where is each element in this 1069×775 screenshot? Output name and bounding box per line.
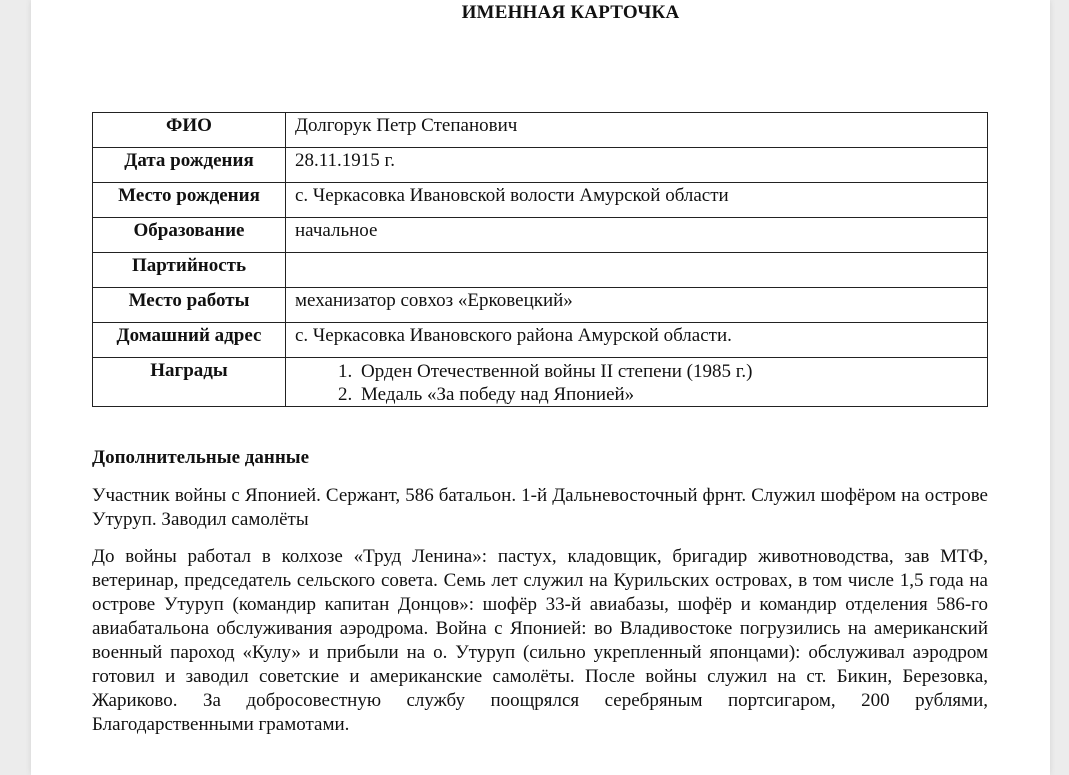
field-label-education: Образование <box>93 218 286 253</box>
field-label-birth-place: Место рождения <box>93 183 286 218</box>
field-value-education: начальное <box>286 218 988 253</box>
table-row <box>93 253 988 288</box>
field-value-party <box>286 253 988 288</box>
field-label-home-address: Домашний адрес <box>93 323 286 358</box>
field-label-fio: ФИО <box>93 113 286 148</box>
additional-paragraph-1: Участник войны с Японией. Сержант, 586 батальон. 1-й Дальневосточный фрнт. Служил шофёром на острове Утуруп. Заводил самолёты <box>92 485 988 530</box>
field-label-awards: Награды <box>93 358 286 407</box>
field-value-birth-date: 28.11.1915 г. <box>286 148 988 183</box>
field-label-birth-date: Дата рождения <box>93 148 286 183</box>
award-item: 1. Орден Отечественной войны II степени (1985 г.) <box>357 360 979 383</box>
name-card-table <box>92 112 988 407</box>
field-value-birth-place: с. Черкасовка Ивановской волости Амурской области <box>286 183 988 218</box>
table-row <box>93 148 988 183</box>
table-row <box>93 288 988 323</box>
table-row <box>93 183 988 218</box>
table-row <box>93 218 988 253</box>
additional-paragraph-2: До войны работал в колхозе «Труд Ленина»: пастух, кладовщик, бригадир животноводства, зав МТФ, ветеринар, председатель сельского совета. Семь лет служил на Курильских островах, в том числе 1,5 года на острове Утуруп (командир капитан Донцов»: шофёр 33-й авиабазы, шофёр и командир отделения 586-го авиабатальона обслуживания аэродрома. Война с Японией: во Владивостоке погрузились на американский военный пароход «Кулу» и прибыли на о. Утуруп (сильно укрепленный японцами): обслуживал аэродром готовил и заводил советские и американские самолёты. После войны служил на ст. Бикин, Березовка, Жариково. За добросовестную службу поощрялся серебряным портсигаром, 200 рублями, Благодарственными грамотами. <box>92 546 988 735</box>
field-label-workplace: Место работы <box>93 288 286 323</box>
table-row <box>93 323 988 358</box>
table-row <box>93 358 988 407</box>
table-row <box>93 113 988 148</box>
field-value-fio: Долгорук Петр Степанович <box>286 113 988 148</box>
field-label-party: Партийность <box>93 253 286 288</box>
field-value-workplace: механизатор совхоз «Ерковецкий» <box>286 288 988 323</box>
field-value-home-address: с. Черкасовка Ивановского района Амурской области. <box>286 323 988 358</box>
field-value-awards <box>286 358 988 407</box>
additional-data-heading: Дополнительные данные <box>92 447 310 468</box>
awards-list <box>295 360 979 406</box>
document-page <box>31 0 1050 775</box>
document-title: ИМЕННАЯ КАРТОЧКА <box>461 2 680 23</box>
award-item: 2. Медаль «За победу над Японией» <box>357 383 979 406</box>
